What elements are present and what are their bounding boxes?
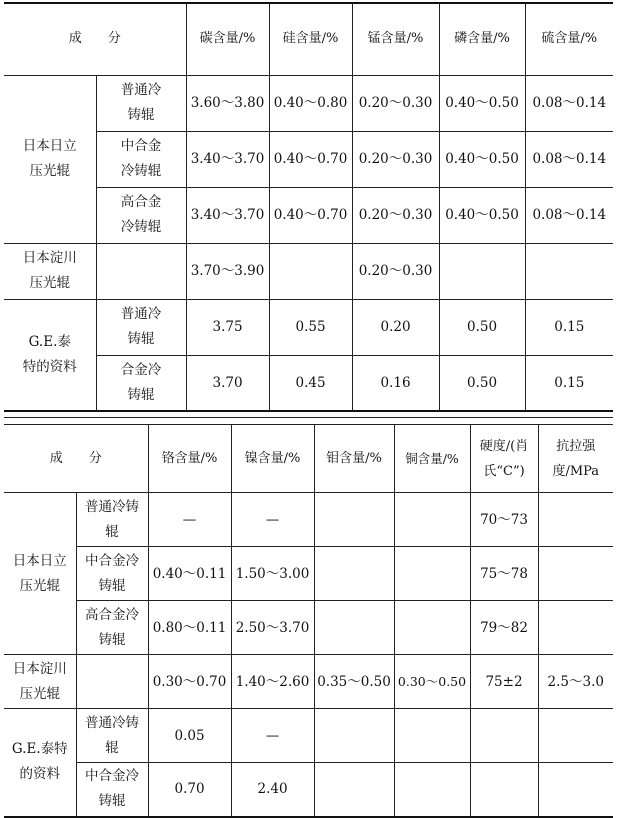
cell-value: 2.50～3.70 — [231, 601, 314, 655]
col-header-copper: 铜含量/% — [394, 425, 470, 493]
cell-value: 3.40～3.70 — [186, 131, 269, 187]
row-sublabel: 普通冷铸辊 — [96, 299, 186, 355]
cell-value: 2.40 — [231, 763, 314, 817]
component-header: 成 分 — [4, 3, 186, 75]
cell-value — [394, 763, 470, 817]
col-header-silicon: 硅含量/% — [269, 3, 352, 75]
cell-value — [525, 243, 613, 299]
cell-value: 0.70 — [148, 763, 231, 817]
cell-value — [314, 547, 394, 601]
cell-value: 0.40～0.11 — [148, 547, 231, 601]
cell-value: 1.40～2.60 — [231, 655, 314, 709]
cell-value: 0.08～0.14 — [525, 131, 613, 187]
cell-value: — — [231, 493, 314, 547]
cell-value: 0.45 — [269, 355, 352, 411]
table-row — [4, 763, 613, 817]
cell-value: 0.40～0.50 — [439, 187, 525, 243]
group-label-ge: G.E.泰特的资料 — [4, 299, 96, 411]
cell-value: 0.50 — [439, 299, 525, 355]
cell-value: 0.08～0.14 — [525, 187, 613, 243]
cell-value: 0.20～0.30 — [352, 75, 439, 131]
col-header-sulfur: 硫含量/% — [525, 3, 613, 75]
row-sublabel: 中合金冷铸辊 — [96, 131, 186, 187]
table-row — [4, 601, 613, 655]
cell-value — [314, 601, 394, 655]
cell-value: 75～78 — [470, 547, 538, 601]
cell-value: — — [231, 709, 314, 763]
cell-value — [538, 493, 613, 547]
cell-value — [314, 763, 394, 817]
col-header-manganese: 锰含量/% — [352, 3, 439, 75]
col-header-chromium: 铬含量/% — [148, 425, 231, 493]
cell-value: 0.40～0.70 — [269, 187, 352, 243]
cell-value: 0.05 — [148, 709, 231, 763]
cell-value — [394, 493, 470, 547]
group-label-yodogawa: 日本淀川压光辊 — [4, 655, 76, 709]
cell-value: 0.35～0.50 — [314, 655, 394, 709]
cell-value — [394, 709, 470, 763]
row-sublabel: 中合金冷铸辊 — [76, 547, 148, 601]
cell-value — [394, 601, 470, 655]
table-row — [4, 243, 613, 299]
table-row — [4, 299, 613, 355]
col-header-phosphorus: 磷含量/% — [439, 3, 525, 75]
row-sublabel — [76, 655, 148, 709]
cell-value: 0.30～0.70 — [148, 655, 231, 709]
cell-value: 0.40～0.50 — [439, 131, 525, 187]
col-header-molybdenum: 钼含量/% — [314, 425, 394, 493]
cell-value: 0.08～0.14 — [525, 75, 613, 131]
cell-value: 0.20～0.30 — [352, 243, 439, 299]
cell-value: 1.50～3.00 — [231, 547, 314, 601]
cell-value: 0.30～0.50 — [394, 655, 470, 709]
cell-value: 0.20～0.30 — [352, 187, 439, 243]
cell-value — [470, 709, 538, 763]
cell-value: 0.16 — [352, 355, 439, 411]
cell-value — [470, 763, 538, 817]
cell-value: 3.60～3.80 — [186, 75, 269, 131]
cell-value: 3.70～3.90 — [186, 243, 269, 299]
table-separator-line — [4, 417, 613, 418]
cell-value — [314, 709, 394, 763]
table-row — [4, 75, 613, 131]
cell-value — [538, 601, 613, 655]
group-label-ge: G.E.泰特的资料 — [4, 709, 76, 817]
cell-value — [439, 243, 525, 299]
cell-value: 0.15 — [525, 299, 613, 355]
cell-value: 75±2 — [470, 655, 538, 709]
col-header-hardness: 硬度/(肖氏“C”) — [470, 425, 538, 493]
cell-value: 0.20～0.30 — [352, 131, 439, 187]
cell-value — [269, 243, 352, 299]
row-sublabel: 高合金冷铸辊 — [96, 187, 186, 243]
composition-table-top — [4, 2, 613, 412]
table-row — [4, 655, 613, 709]
cell-value — [394, 547, 470, 601]
row-sublabel — [96, 243, 186, 299]
row-sublabel: 高合金冷铸辊 — [76, 601, 148, 655]
cell-value: 0.40～0.50 — [439, 75, 525, 131]
table-row — [4, 493, 613, 547]
row-sublabel: 普通冷铸辊 — [76, 709, 148, 763]
table-row — [4, 355, 613, 411]
col-header-carbon: 碳含量/% — [186, 3, 269, 75]
table-header-row — [4, 425, 613, 493]
table-header-row — [4, 3, 613, 75]
row-sublabel: 普通冷铸辊 — [96, 75, 186, 131]
group-label-hitachi: 日本日立压光辊 — [4, 493, 76, 655]
cell-value: 2.5～3.0 — [538, 655, 613, 709]
cell-value: 0.50 — [439, 355, 525, 411]
cell-value: 79～82 — [470, 601, 538, 655]
cell-value: 0.80～0.11 — [148, 601, 231, 655]
table-row — [4, 709, 613, 763]
col-header-tensile-strength: 抗拉强度/MPa — [538, 425, 613, 493]
cell-value: 0.40～0.80 — [269, 75, 352, 131]
table-row — [4, 547, 613, 601]
composition-table-bottom — [4, 424, 613, 818]
cell-value: 0.40～0.70 — [269, 131, 352, 187]
cell-value: — — [148, 493, 231, 547]
group-label-yodogawa: 日本淀川压光辊 — [4, 243, 96, 299]
component-header: 成 分 — [4, 425, 148, 493]
cell-value — [538, 763, 613, 817]
cell-value: 3.75 — [186, 299, 269, 355]
cell-value: 3.70 — [186, 355, 269, 411]
cell-value: 70～73 — [470, 493, 538, 547]
row-sublabel: 合金冷铸辊 — [96, 355, 186, 411]
cell-value: 0.15 — [525, 355, 613, 411]
cell-value: 3.40～3.70 — [186, 187, 269, 243]
row-sublabel: 普通冷铸辊 — [76, 493, 148, 547]
cell-value — [538, 547, 613, 601]
row-sublabel: 中合金冷铸辊 — [76, 763, 148, 817]
col-header-nickel: 镍含量/% — [231, 425, 314, 493]
table-row — [4, 131, 613, 187]
table-row — [4, 187, 613, 243]
cell-value — [538, 709, 613, 763]
cell-value: 0.20 — [352, 299, 439, 355]
cell-value: 0.55 — [269, 299, 352, 355]
group-label-hitachi: 日本日立压光辊 — [4, 75, 96, 243]
cell-value — [314, 493, 394, 547]
